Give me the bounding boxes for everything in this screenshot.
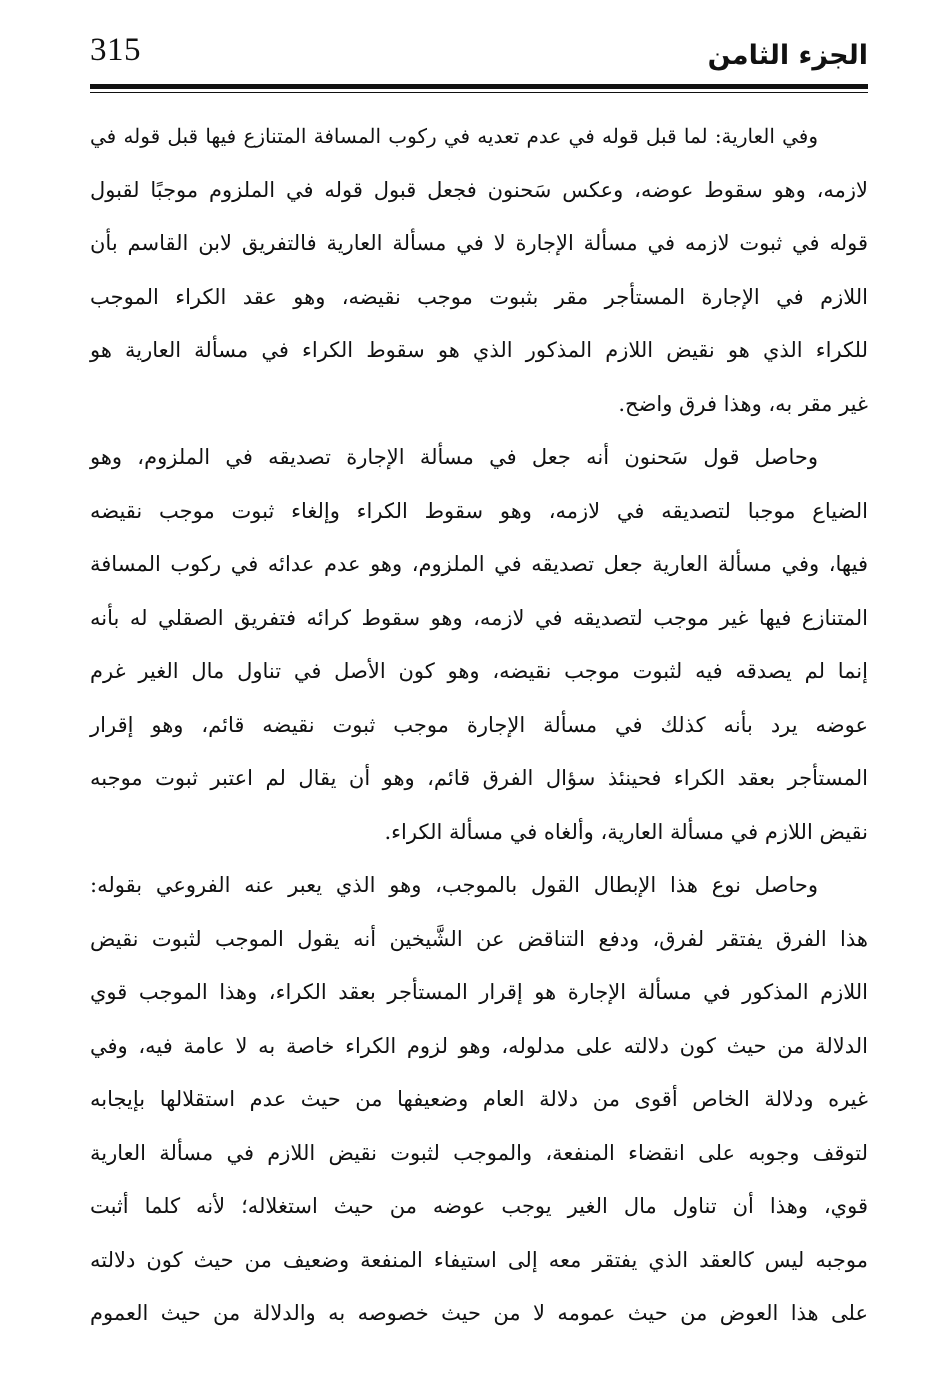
text-line: فيها، وفي مسألة العارية جعل تصديقه في الملزوم، وهو عدم عدائه في ركوب المسافة <box>90 552 868 576</box>
text-line: وحاصل نوع هذا الإبطال القول بالموجب، وهو الذي يعبر عنه الفروعي بقوله: <box>90 873 818 897</box>
text-line: المستأجر بعقد الكراء فحينئذ سؤال الفرق قائم، وهو أن يقال لم اعتبر ثبوت موجبه <box>90 766 868 790</box>
text-line: اللازم المذكور في مسألة الإجارة هو إقرار المستأجر بعقد الكراء، وهذا الموجب قوي <box>90 980 868 1004</box>
text-line: غير مقر به، وهذا فرق واضح. <box>618 391 868 416</box>
text-line: هذا الفرق يفتقر لفرق، ودفع التناقض عن الشَّيخين أنه يقول الموجب لثبوت نقيض <box>90 926 868 951</box>
text-line: لتوقف وجوبه على انقضاء المنفعة، والموجب لثبوت نقيض اللازم في مسألة العارية <box>90 1140 868 1165</box>
text-line: غيره ودلالة الخاص أقوى من دلالة العام وضعيفها من حيث عدم استقلالها بإيجابه <box>90 1087 868 1111</box>
text-line: إنما لم يصدقه فيه لثبوت موجب نقيضه، وهو كون الأصل في تناول مال الغير غرم <box>90 659 868 683</box>
text-line: الضياع موجبا لتصديقه في لازمه، وهو سقوط الكراء وإلغاء ثبوت موجب نقيضه <box>90 498 868 523</box>
body-text <box>90 110 868 1341</box>
text-line: قوله في ثبوت لازمه في مسألة الإجارة لا في مسألة العارية فالتفريق لابن القاسم بأن <box>90 231 868 255</box>
page-header <box>90 28 868 84</box>
text-line: اللازم في الإجارة المستأجر مقر بثبوت موجب نقيضه، وهو عقد الكراء الموجب <box>90 284 868 309</box>
text-line: للكراء الذي هو نقيض اللازم المذكور الذي هو سقوط الكراء في مسألة العارية هو <box>90 338 868 362</box>
text-line: الدلالة من حيث كون دلالته على مدلوله، وهو لزوم الكراء خاصة به لا عامة فيه، وفي <box>90 1033 868 1058</box>
text-line: موجبه ليس كالعقد الذي يفتقر معه إلى استيفاء المنفعة وضعيف من حيث كون دلالته <box>90 1247 868 1272</box>
text-line: لازمه، وهو سقوط عوضه، وعكس سَحنون فجعل قبول قوله في الملزوم موجبًا لقبول <box>90 177 868 202</box>
paragraph-1 <box>90 110 868 431</box>
paragraph-3 <box>90 859 868 1341</box>
text-line: على هذا العوض من حيث عمومه لا من حيث خصوصه به والدلالة من حيث العموم <box>90 1301 868 1325</box>
text-line: عوضه يرد بأنه كذلك في مسألة الإجارة موجب ثبوت نقيضه قائم، وهو إقرار <box>90 712 868 737</box>
text-line: وفي العارية: لما قبل قوله في عدم تعديه في ركوب المسافة المتنازع فيها قبل قوله في <box>90 124 818 148</box>
text-line: وحاصل قول سَحنون أنه جعل في مسألة الإجارة تصديقه في الملزوم، وهو <box>90 445 818 469</box>
text-line: قوي، وهذا أن تناول مال الغير يوجب عوضه من حيث استغلاله؛ لأنه كلما أثبت <box>90 1194 868 1218</box>
text-line: نقيض اللازم في مسألة العارية، وألغاه في مسألة الكراء. <box>384 819 868 844</box>
paragraph-2 <box>90 431 868 859</box>
running-title: الجزء الثامن <box>707 40 868 71</box>
header-rule-thick <box>90 84 868 89</box>
text-line: المتنازع فيها غير موجب لتصديقه في لازمه، وهو سقوط كرائه فتفريق الصقلي له بأنه <box>90 605 868 630</box>
page-number: 315 <box>90 32 141 68</box>
header-rule-thin <box>90 92 868 93</box>
